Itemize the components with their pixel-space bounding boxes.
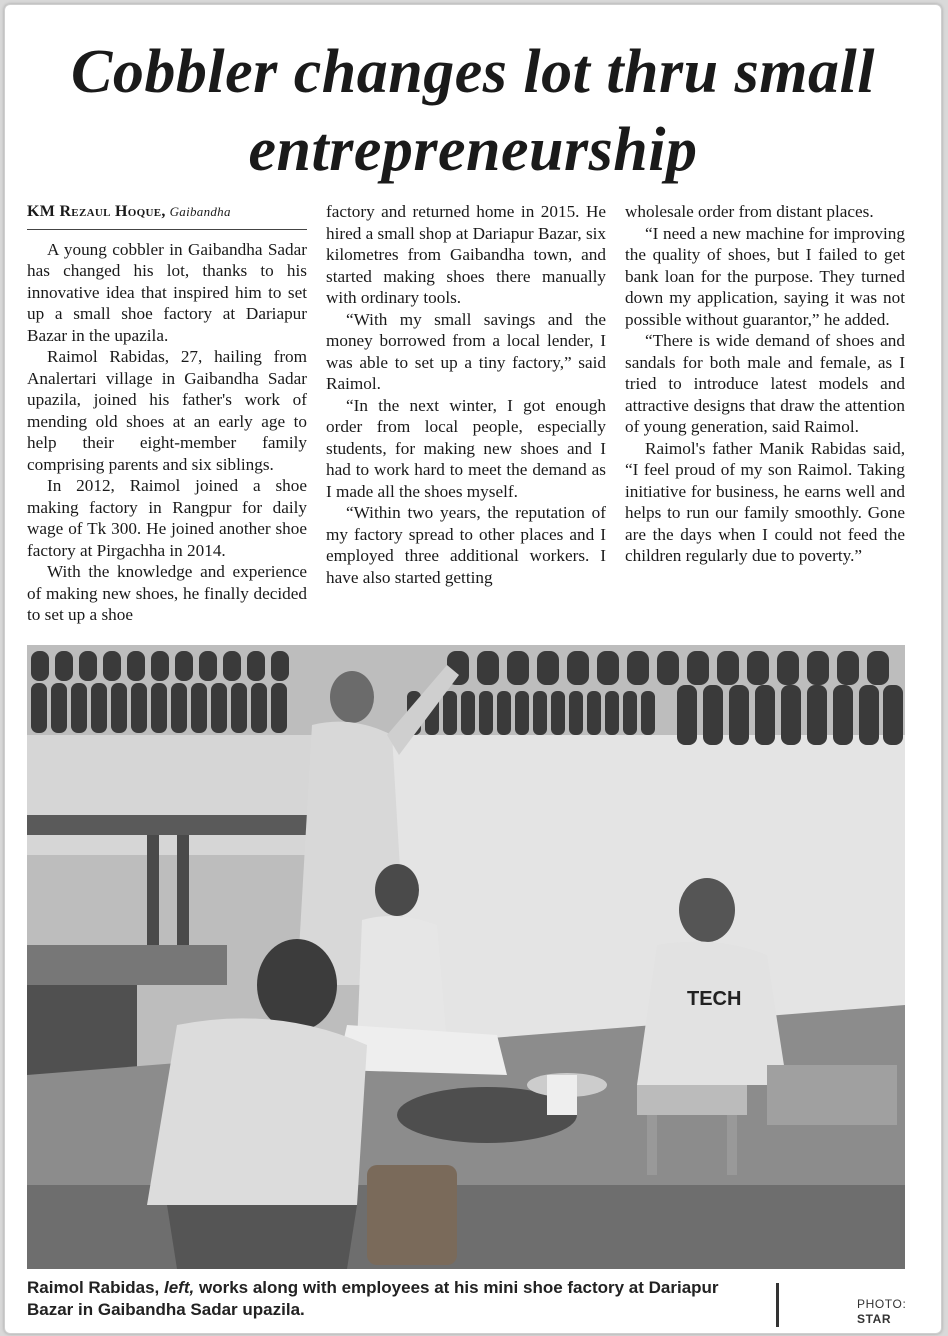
paragraph: A young cobbler in Gaibandha Sadar has changed his lot, thanks to his innovative idea that inspired him to set up a small shoe factory at Dariapur Bazar in the upazila. <box>27 239 307 345</box>
paragraph: factory and returned home in 2015. He hired a small shop at Dariapur Bazar, six kilometres from Gaibandha town, and started making shoes there manually with ordinary tools. <box>326 202 606 307</box>
article-column-3 <box>625 201 905 567</box>
article-column-2 <box>326 201 606 588</box>
paragraph: Raimol's father Manik Rabidas said, “I feel proud of my son Raimol. Taking initiative for business, he earns well and helps to run our family smoothly. Gone are the days when I could not feed the children regularly due to poverty.” <box>625 438 905 565</box>
byline <box>27 201 307 230</box>
byline-author: KM Rezaul Hoque, <box>27 203 166 220</box>
shirt-print: TECH <box>687 988 742 1010</box>
photo-credit-source: STAR <box>857 1312 892 1326</box>
caption-divider <box>776 1283 779 1327</box>
paragraph: “In the next winter, I got enough order from local people, especially students, for making new shoes and I had to work hard to meet the demand as I made all the shoes myself. <box>326 395 606 501</box>
paragraph: wholesale order from distant places. <box>625 202 874 221</box>
paragraph: “With my small savings and the money borrowed from a local lender, I was able to set up a tiny factory,” said Raimol. <box>326 309 606 393</box>
photo-credit <box>857 1297 906 1327</box>
paragraph: Raimol Rabidas, 27, hailing from Analertari village in Gaibandha Sadar upazila, joined his father's work of mending old shoes at an early age to help their eight-member family comprising parents and six siblings. <box>27 347 307 474</box>
photo-credit-label: PHOTO: <box>857 1297 907 1311</box>
paragraph: With the knowledge and experience of making new shoes, he finally decided to set up a shoe <box>27 562 307 624</box>
byline-location: Gaibandha <box>169 204 231 219</box>
paragraph: “I need a new machine for improving the quality of shoes, but I failed to get bank loan for the purpose. They turned down my application, saying it was not possible without guarantor,” he added. <box>625 223 905 329</box>
paragraph: “There is wide demand of shoes and sandals for both male and female, as I tried to introduce latest models and attractive designs that draw the attention of young generation, said Raimol. <box>625 331 905 436</box>
news-photo <box>27 645 905 1269</box>
article-column-1 <box>27 201 307 626</box>
headline-line-1: Cobbler changes lot thru small <box>71 38 875 106</box>
newspaper-page <box>4 4 942 1334</box>
photo-caption <box>27 1277 747 1321</box>
paragraph: “Within two years, the reputation of my factory spread to other places and I employed three additional workers. I have also started getting <box>326 503 606 587</box>
caption-position: left, <box>164 1278 195 1297</box>
caption-subject: Raimol Rabidas, <box>27 1278 160 1297</box>
caption-text: works along with employees at his mini shoe factory at Dariapur Bazar in Gaibandha Sadar upazila. <box>27 1278 719 1319</box>
paragraph: In 2012, Raimol joined a shoe making factory in Rangpur for daily wage of Tk 300. He joined another shoe factory at Pirgachha in 2014. <box>27 476 307 560</box>
headline-line-2: entrepreneurship <box>248 116 698 184</box>
